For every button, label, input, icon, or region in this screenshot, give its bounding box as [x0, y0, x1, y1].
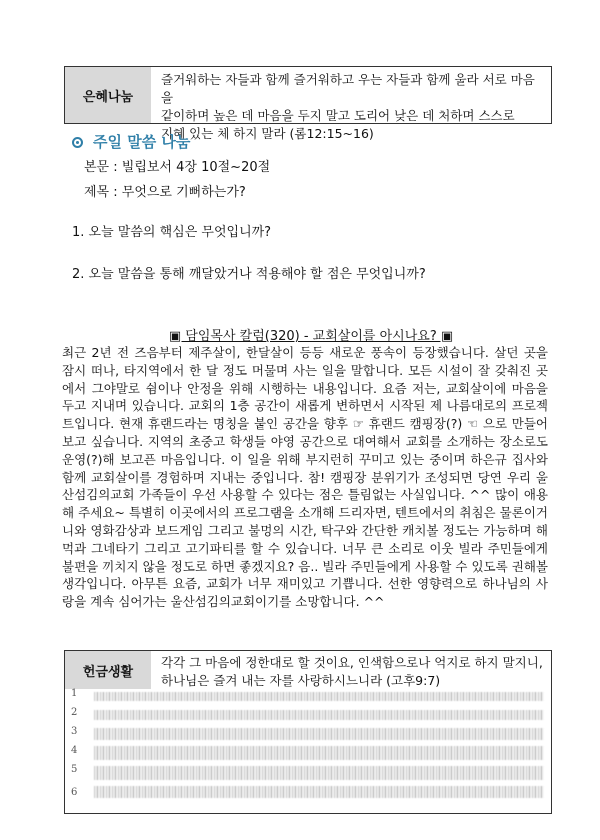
sermon-subject: 제목 : 무엇으로 기뻐하는가? [84, 185, 246, 200]
redacted-text [94, 746, 544, 760]
redacted-text [94, 692, 544, 701]
grace-sharing-box [64, 66, 552, 141]
redacted-row-number: 1 [71, 688, 78, 699]
grace-sharing-verse: 즐거워하는 자들과 함께 즐거워하고 우는 자들과 함께 울라 서로 마음을 같이하며 높은 데 마음을 두지 말고 도리어 낮은 데 처하며 스스로 지혜 있는 체 하지 말라 (롬12:15~16) [161, 72, 535, 141]
redacted-row-number: 4 [71, 745, 78, 756]
redacted-row-number: 3 [71, 726, 78, 737]
offering-label: 헌금생활 [65, 651, 152, 689]
redacted-text [94, 786, 544, 798]
sermon-passage: 본문 : 빌립보서 4장 10절~20절 [84, 160, 271, 175]
redacted-row-number: 6 [71, 787, 78, 798]
redacted-text [94, 728, 544, 740]
section-title: 주일 말씀 나눔 [93, 133, 191, 151]
question-1: 1. 오늘 말씀의 핵심은 무엇입니까? [72, 225, 272, 240]
column-body: 최근 2년 전 즈음부터 제주살이, 한달살이 등등 새로운 풍속이 등장했습니다. 살던 곳을 잠시 떠나, 타지역에서 한 달 정도 머물며 사는 일을 말합니다. 모든 시설이 잘 갖춰진 곳에서 그야말로 쉼이나 안정을 위해 시행하는 내용입니다. 요즘 저는, 교회살이에 마음을 두고 지내며 있습니다. 교회의 1층 공간이 새롭게 변하면서 시작된 제 나름대로의 프로젝트입니다. 현재 휴랜드라는 명칭을 붙인 공간을 향후 ☞ 휴랜드 캠핑장(?) ☜ 으로 만들어 보고 싶습니다. 지역의 초중고 학생들 야영 공간으로 대여해서 교회를 소개하는 장소로도 운영(?)해 보고픈 마음입니다. 이 일을 위해 부지런히 꾸미고 있는 중이며 하은규 집사와 함께 교회살이를 경험하며 지내는 중입니다. 참! 캠핑장 분위기가 조성되면 당연 우리 울산섬김의교회 가족들이 우선 사용할 수 있다는 점은 틀림없는 사실입니다. ^^ 많이 애용해 주세요~ 특별히 이곳에서의 프로그램을 소개해 드리자면, 텐트에서의 취침은 물론이거니와 영화감상과 보드게임 그리고 불멍의 시간, 탁구와 간단한 캐치볼 정도는 가능하며 해먹과 그네타기 그리고 고기파티를 할 수 있습니다. 너무 큰 소리로 이웃 빌라 주민들에게 불편을 끼치지 않을 정도로 하면 좋겠지요? 음.. 빌라 주민들에게 사용할 수 있도록 권해볼 생각입니다. 아무튼 요즘, 교회가 너무 재미있고 기쁩니다. 선한 영향력으로 하나님의 사랑을 계속 심어가는 울산섬김의교회이기를 소망합니다. ^^ [62, 345, 548, 610]
question-2: 2. 오늘 말씀을 통해 깨달았거나 적용해야 할 점은 무엇입니까? [72, 267, 426, 282]
bullet-circle-icon [72, 137, 83, 148]
column-title: ▣ 담임목사 칼럼(320) - 교회살이를 아시나요? ▣ [168, 329, 454, 344]
redacted-list [66, 688, 550, 810]
redacted-row-number: 2 [71, 707, 78, 718]
redacted-row-number: 5 [71, 764, 78, 775]
redacted-text [94, 710, 544, 720]
grace-sharing-label: 은혜나눔 [65, 67, 152, 123]
redacted-text [94, 766, 544, 780]
section-heading [72, 131, 190, 152]
offering-verse: 각각 그 마음에 정한대로 할 것이요, 인색함으로나 억지로 하지 말지니, 하나님은 즐겨 내는 자를 사랑하시느니라 (고후9:7) [161, 655, 543, 688]
